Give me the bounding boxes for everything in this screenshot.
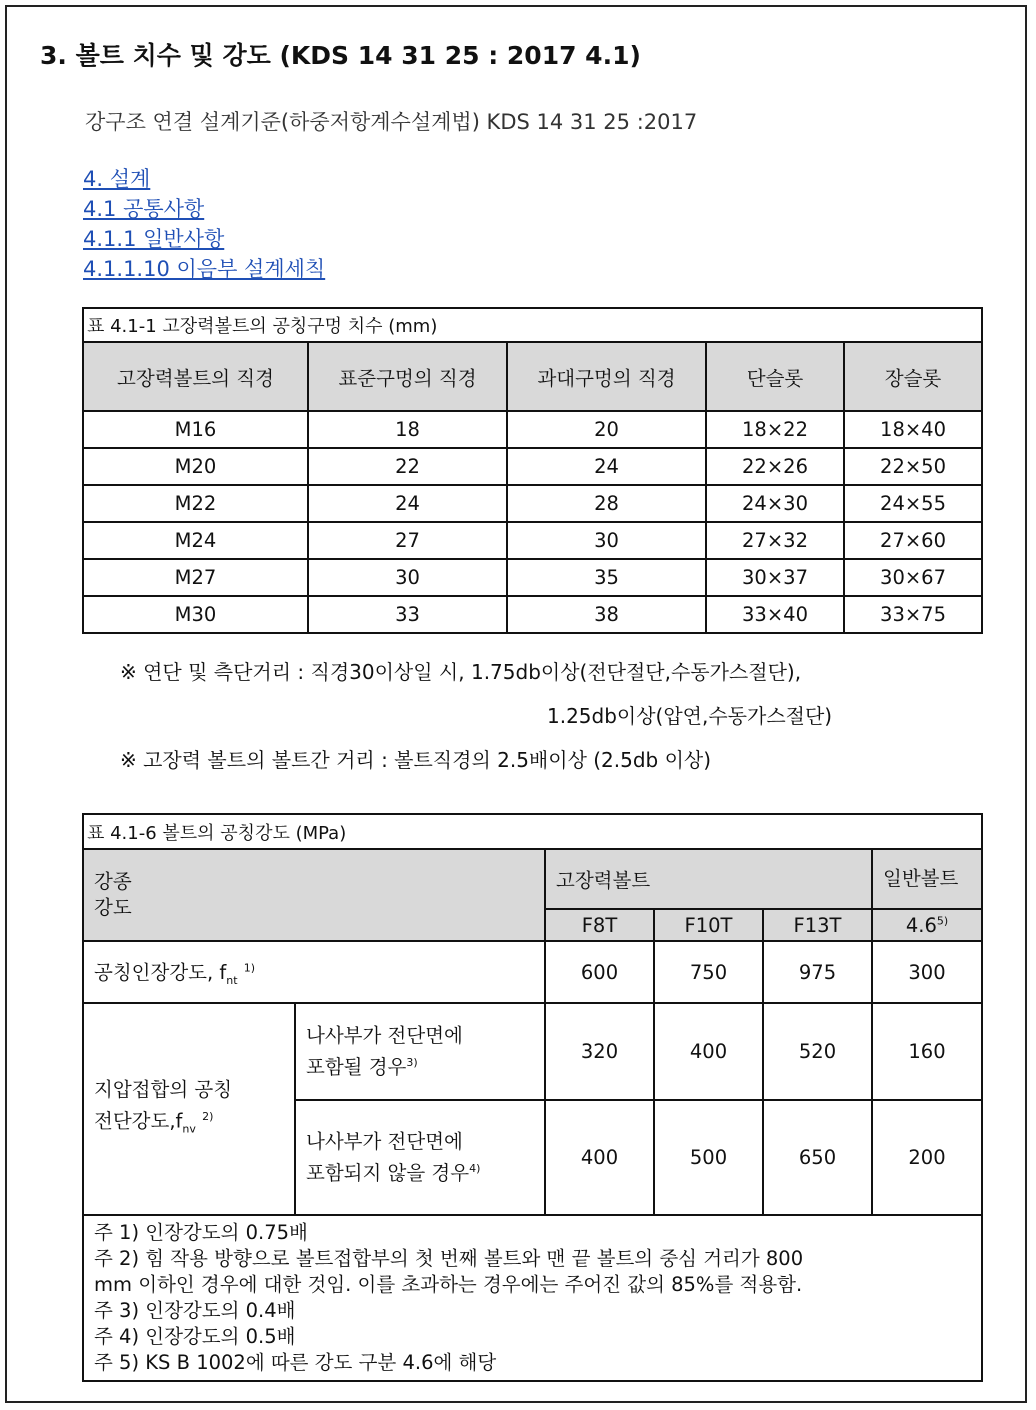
link-section-4-1-1-10[interactable]: 4.1.1.10 이음부 설계세칙 — [83, 257, 326, 281]
table-row — [83, 485, 982, 522]
note-line: mm 이하인 경우에 대한 것임. 이를 초과하는 경우에는 주어진 값의 85%를 적용함. — [94, 1273, 803, 1296]
table-cell: 300 — [872, 941, 982, 1003]
label-text: 공칭인장강도, f — [94, 961, 227, 985]
note-line: 주 4) 인장강도의 0.5배 — [94, 1325, 296, 1348]
table-cell: 520 — [763, 1003, 872, 1100]
table-cell: M16 — [83, 411, 308, 448]
table-cell: 18×22 — [706, 411, 844, 448]
table1-header: 표준구멍의 직경 — [308, 342, 507, 411]
table-row — [83, 448, 982, 485]
table-cell: 33×75 — [844, 596, 982, 633]
table-cell: 30×67 — [844, 559, 982, 596]
bolt-strength-table — [82, 813, 983, 1382]
table2-notes — [83, 1215, 982, 1381]
table-cell: M24 — [83, 522, 308, 559]
grade-header: F8T — [545, 909, 654, 941]
table-cell: 24×30 — [706, 485, 844, 522]
label-text-line2 — [306, 1049, 544, 1081]
corner-label-strength: 강도 — [94, 896, 132, 919]
remark-bolt-spacing: ※ 고장력 볼트의 볼트간 거리 : 볼트직경의 2.5배이상 (2.5db 이상) — [120, 748, 712, 772]
note-line: 주 1) 인장강도의 0.75배 — [94, 1221, 308, 1244]
label-text: 포함될 경우 — [306, 1055, 407, 1079]
table2-caption: 표 4.1-6 볼트의 공칭강도 (MPa) — [83, 814, 982, 849]
label-text-line2 — [306, 1155, 544, 1187]
page-title: 3. 볼트 치수 및 강도 (KDS 14 31 25 : 2017 4.1) — [40, 41, 641, 70]
notes-row — [83, 1215, 982, 1381]
tension-label — [83, 941, 545, 1003]
group-general-bolt: 일반볼트 — [872, 849, 982, 909]
table1-header: 장슬롯 — [844, 342, 982, 411]
table-cell: 30 — [308, 559, 507, 596]
link-section-4[interactable]: 4. 설계 — [83, 167, 151, 191]
table-cell: M27 — [83, 559, 308, 596]
subscript: nt — [226, 973, 238, 987]
note-line: 주 2) 힘 작용 방향으로 볼트접합부의 첫 번째 볼트와 맨 끝 볼트의 중심 거리가 800 — [94, 1247, 804, 1270]
link-section-4-1-1[interactable]: 4.1.1 일반사항 — [83, 227, 225, 251]
table-cell: 750 — [654, 941, 763, 1003]
breadcrumb-links — [83, 164, 325, 284]
table-cell: 24 — [507, 448, 706, 485]
table-cell: 35 — [507, 559, 706, 596]
grade-label: 4.6 — [905, 913, 937, 937]
table1-caption: 표 4.1-1 고장력볼트의 공칭구멍 치수 (mm) — [83, 308, 982, 342]
label-text-line2 — [94, 1103, 294, 1142]
table2-corner-header — [83, 849, 545, 941]
table-cell: 400 — [654, 1003, 763, 1100]
note-line: 주 5) KS B 1002에 따른 강도 구분 4.6에 해당 — [94, 1351, 497, 1374]
footnote-marker: 3) — [406, 1056, 418, 1070]
table-cell: 600 — [545, 941, 654, 1003]
footnote-marker: 2) — [202, 1109, 214, 1123]
table-cell: 24 — [308, 485, 507, 522]
table-cell: 18×40 — [844, 411, 982, 448]
remark-edge-distance: ※ 연단 및 측단거리 : 직경30이상일 시, 1.75db이상(전단절단,수동가스절단), — [120, 660, 802, 684]
table-cell: 28 — [507, 485, 706, 522]
table-cell: 650 — [763, 1100, 872, 1215]
table-cell: 30×37 — [706, 559, 844, 596]
footnote-marker: 1) — [243, 961, 256, 975]
table-cell: 27×32 — [706, 522, 844, 559]
table-row — [83, 411, 982, 448]
table-cell: 975 — [763, 941, 872, 1003]
table-cell: 18 — [308, 411, 507, 448]
label-text: 전단강도,f — [94, 1109, 183, 1133]
grade-header: F10T — [654, 909, 763, 941]
table-row — [83, 596, 982, 633]
table-cell: 22×50 — [844, 448, 982, 485]
table-cell: 200 — [872, 1100, 982, 1215]
table-cell: 27×60 — [844, 522, 982, 559]
footnote-marker: 4) — [469, 1162, 481, 1176]
label-text: 포함되지 않을 경우 — [306, 1161, 470, 1185]
table-cell: 24×55 — [844, 485, 982, 522]
table-cell: 500 — [654, 1100, 763, 1215]
table-cell: M22 — [83, 485, 308, 522]
table-cell: 30 — [507, 522, 706, 559]
shear-case-excluded — [295, 1100, 545, 1215]
shear-case-included — [295, 1003, 545, 1100]
table-cell: M30 — [83, 596, 308, 633]
table-cell: 160 — [872, 1003, 982, 1100]
table1-header: 과대구멍의 직경 — [507, 342, 706, 411]
group-high-strength: 고장력볼트 — [545, 849, 872, 909]
footnote-marker: 5) — [936, 914, 949, 927]
grade-header: F13T — [763, 909, 872, 941]
table-cell: 38 — [507, 596, 706, 633]
remark-edge-distance-cont: 1.25db이상(압연,수동가스절단) — [547, 704, 833, 728]
table-row — [83, 522, 982, 559]
corner-label-grade: 강종 — [94, 870, 132, 893]
table-row — [83, 1003, 982, 1100]
table-cell: 33×40 — [706, 596, 844, 633]
table-cell: 320 — [545, 1003, 654, 1100]
table-cell: 22×26 — [706, 448, 844, 485]
label-text: 나사부가 전단면에 — [306, 1024, 463, 1048]
link-section-4-1[interactable]: 4.1 공통사항 — [83, 197, 205, 221]
table-row — [83, 559, 982, 596]
subscript: nv — [182, 1122, 196, 1136]
label-text: 지압접합의 공칭 — [94, 1077, 233, 1101]
table-cell: 33 — [308, 596, 507, 633]
table1-header: 고장력볼트의 직경 — [83, 342, 308, 411]
table-cell: M20 — [83, 448, 308, 485]
page-subtitle: 강구조 연결 설계기준(하중저항계수설계법) KDS 14 31 25 :2017 — [85, 110, 698, 134]
table-cell: 400 — [545, 1100, 654, 1215]
note-line: 주 3) 인장강도의 0.4배 — [94, 1299, 296, 1322]
bolt-hole-table — [82, 307, 983, 634]
table-cell: 20 — [507, 411, 706, 448]
table-cell: 22 — [308, 448, 507, 485]
label-text: 나사부가 전단면에 — [306, 1130, 463, 1154]
table-cell: 27 — [308, 522, 507, 559]
table1-header: 단슬롯 — [706, 342, 844, 411]
table-row — [83, 941, 982, 1003]
grade-header-general — [872, 909, 982, 941]
shear-label — [83, 1003, 295, 1215]
